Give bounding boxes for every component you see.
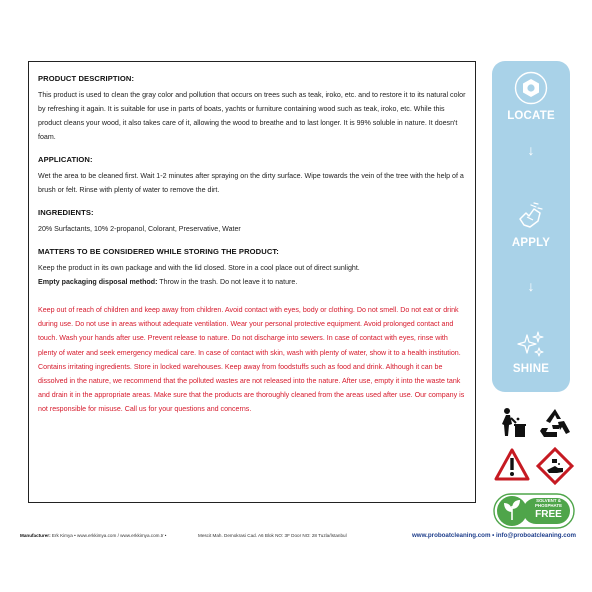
ingredients-section <box>38 208 466 236</box>
usage-steps-panel <box>492 61 570 392</box>
manufacturer-info <box>20 533 166 538</box>
footer <box>20 533 576 545</box>
description-heading: PRODUCT DESCRIPTION: <box>38 74 135 83</box>
application-heading: APPLICATION: <box>38 155 93 164</box>
description-section <box>38 74 466 144</box>
free-line2: PHOSPHATE <box>535 503 562 508</box>
sparkle-icon <box>516 329 546 359</box>
ingredients-heading: INGREDIENTS: <box>38 208 94 217</box>
hand-cloth-icon <box>516 201 546 231</box>
manufacturer-label: Manufacturer: <box>20 533 51 538</box>
application-section <box>38 155 466 197</box>
warning-triangle-icon <box>494 448 530 482</box>
hexagon-bolt-icon <box>514 71 548 105</box>
storage-text: Keep the product in its own package and with the lid closed. Store in a cool place out of direct sunlight. <box>38 264 360 272</box>
disposal-text: Throw in the trash. Do not leave it to nature. <box>157 278 298 286</box>
storage-section <box>38 247 466 289</box>
arrow-down-icon: ↓ <box>527 278 535 294</box>
free-line3: FREE <box>535 509 562 520</box>
product-info-panel <box>28 61 476 503</box>
address-text: Mescit Mah. Demokrasi Cad. A6 Blok NO: 3F Door NO: 28 Tuzla/İstanbul <box>198 533 347 538</box>
ingredients-text: 20% Surfactants, 10% 2-propanol, Colorant, Preservative, Water <box>38 225 241 233</box>
storage-heading: MATTERS TO BE CONSIDERED WHILE STORING THE PRODUCT: <box>38 247 279 256</box>
arrow-down-icon: ↓ <box>527 142 535 158</box>
disposal-line <box>38 275 466 289</box>
description-text: This product is used to clean the gray color and pollution that occurs on trees such as teak, iroko, etc. and to restore it to its natural color by refreshing it again. It is suitable for use in parts of boats, yachts or furniture containing wood such as teak, iroko, etc. While this product cleans your wood, it also takes care of it, allowing the wood to breathe and to last longer. It is 99% soluble in nature. It doesn't foam. <box>38 91 466 141</box>
step-locate-label: LOCATE <box>507 110 555 122</box>
website-link[interactable]: www.proboatcleaning.com • info@proboatcleaning.com <box>411 532 576 539</box>
free-line1: SOLVENT & <box>536 498 561 503</box>
corrosive-icon <box>535 446 575 486</box>
disposal-label: Empty packaging disposal method: <box>38 278 158 286</box>
trash-bin-icon <box>498 406 528 440</box>
warning-text: Keep out of reach of children and keep away from children. Avoid contact with eyes, body or clothing. Do not smell. Do not eat or drink during use. Do not use in areas without adequate ventilation. Wear your personal protective equipment. Avoid prolonged contact and touch. Wash your hands after use. Prevent release to nature. Do not discharge into sewers. In case of contact with eyes, rinse with plenty of water and seek emergency medical care. In case of contact with skin, wash with plenty of water, show it to a health institution. Contains irritating ingredients. Store in locked warehouses. Keep away from foodstuffs such as food and drink. Although it can be dissolved in the nature, we recommend that the polluted wastes are not released into the nature. After use, empty it into the waste tank and drain it in the appropriate areas. Make sure that the products are thoroughly cleaned from the areas used after use. Our company is not responsible for misuse. Call us for your questions and concerns. <box>38 306 465 414</box>
step-apply-label: APPLY <box>511 237 551 249</box>
application-text: Wet the area to be cleaned first. Wait 1-2 minutes after spraying on the dirty surface. Wipe towards the vein of the tree with the help of a brush or felt. Rinse with plenty of water to remove the dirt. <box>38 172 464 194</box>
step-shine-label: SHINE <box>512 363 550 375</box>
free-badge-text <box>526 498 571 520</box>
manufacturer-text: Erk Kimya • www.erkkimya.com / www.erkkimya.com.tr • <box>50 533 167 538</box>
recycle-icon <box>538 406 572 440</box>
symbols-panel <box>492 400 578 536</box>
